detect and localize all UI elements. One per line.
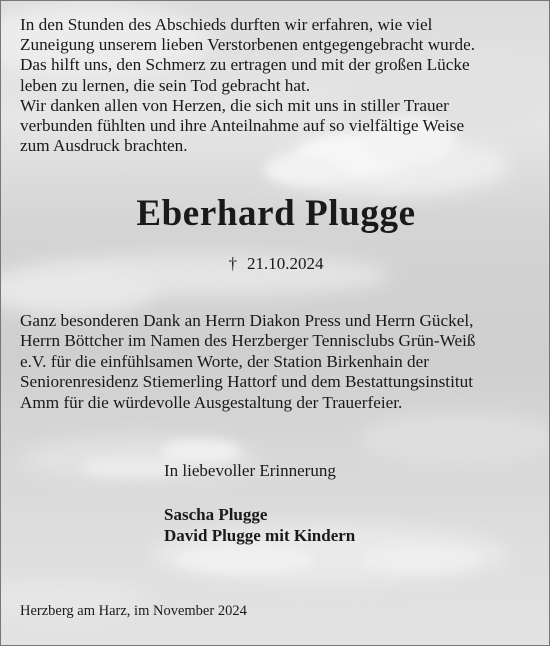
intro-line: leben zu lernen, die sein Tod gebracht hat. [20,75,311,95]
cross-icon: † [228,254,237,273]
thanks-text [20,311,535,413]
thanks-line: Ganz besonderen Dank an Herrn Diakon Press und Herrn Gückel, [20,311,474,330]
intro-line: Das hilft uns, den Schmerz zu ertragen und mit der großen Lücke [20,55,470,75]
intro-text [20,15,535,156]
cloud-lower-right [360,414,549,466]
signer-name: David Plugge mit Kindern [164,526,356,545]
intro-line: Zuneigung unserem lieben Verstorbenen entgegengebracht wurde. [20,35,475,55]
memory-phrase: In liebevoller Erinnerung [164,461,336,480]
death-date: 21.10.2024 [247,254,324,273]
deceased-name: Eberhard Plugge [136,193,416,234]
intro-line: Wir danken allen von Herzen, die sich mit uns in stiller Trauer [20,95,449,115]
signers [164,504,355,546]
intro-line: zum Ausdruck brachten. [20,136,188,156]
thanks-line: e.V. für die einfühlsamen Worte, der Station Birkenhain der [20,351,429,371]
intro-line: In den Stunden des Abschieds durften wir erfahren, wie viel [20,15,433,34]
intro-line: verbunden fühlten und ihre Anteilnahme auf so vielfältige Weise [20,116,465,136]
thanks-line: Seniorenresidenz Stiemerling Hattorf und dem Bestattungsinstitut [20,372,474,392]
place-and-date: Herzberg am Harz, im November 2024 [20,603,247,619]
signer-name: Sascha Plugge [164,505,268,524]
thanks-line: Herrn Böttcher im Namen des Herzberger Tennisclubs Grün-Weiß [20,331,476,351]
thanks-line: Amm für die würdevolle Ausgestaltung der Trauerfeier. [20,392,403,412]
death-date-line [1,254,550,274]
